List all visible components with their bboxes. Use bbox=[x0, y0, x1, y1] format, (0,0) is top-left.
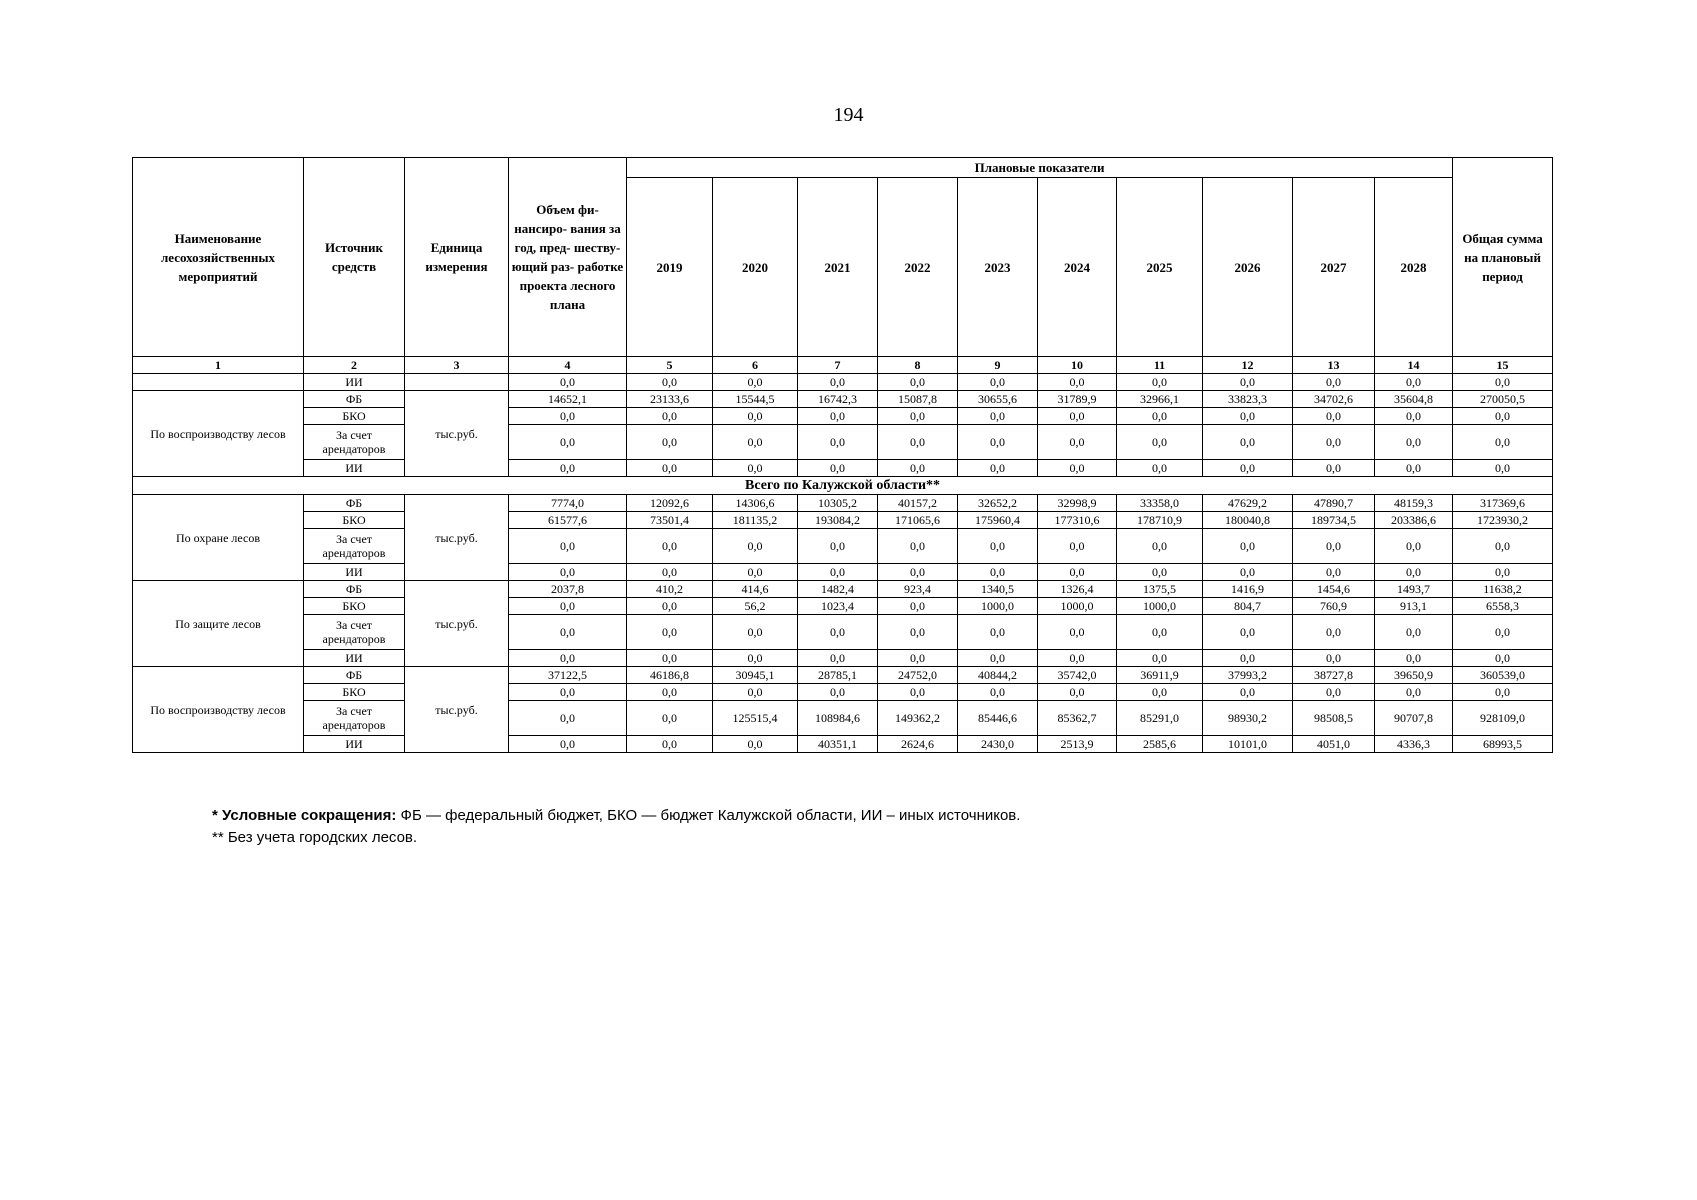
value-cell: 0,0 bbox=[1453, 529, 1553, 564]
value-cell: 0,0 bbox=[798, 650, 878, 667]
value-cell: 0,0 bbox=[509, 701, 627, 736]
header-year-2028: 2028 bbox=[1375, 178, 1453, 357]
value-cell: 56,2 bbox=[713, 598, 798, 615]
value-cell: 0,0 bbox=[1375, 564, 1453, 581]
header-year-2022: 2022 bbox=[878, 178, 958, 357]
value-cell: 40157,2 bbox=[878, 495, 958, 512]
value-cell: 0,0 bbox=[1453, 615, 1553, 650]
column-number: 6 bbox=[713, 357, 798, 374]
value-cell: 0,0 bbox=[627, 598, 713, 615]
value-cell: 270050,5 bbox=[1453, 391, 1553, 408]
value-cell: 0,0 bbox=[1203, 425, 1293, 460]
value-cell: 0,0 bbox=[1117, 425, 1203, 460]
table-row bbox=[133, 701, 1553, 736]
value-cell: 1023,4 bbox=[798, 598, 878, 615]
value-cell: 0,0 bbox=[1293, 615, 1375, 650]
value-cell: 0,0 bbox=[1203, 460, 1293, 477]
value-cell: 4336,3 bbox=[1375, 736, 1453, 753]
value-cell: 0,0 bbox=[958, 460, 1038, 477]
value-cell: 0,0 bbox=[509, 736, 627, 753]
value-cell: 193084,2 bbox=[798, 512, 878, 529]
value-cell: 98508,5 bbox=[1293, 701, 1375, 736]
value-cell: 0,0 bbox=[509, 564, 627, 581]
value-cell: 0,0 bbox=[1293, 425, 1375, 460]
column-number: 2 bbox=[304, 357, 405, 374]
value-cell: 0,0 bbox=[1203, 684, 1293, 701]
value-cell: 37122,5 bbox=[509, 667, 627, 684]
value-cell: 0,0 bbox=[1203, 529, 1293, 564]
source-cell: За счет арендаторов bbox=[304, 701, 405, 736]
value-cell: 0,0 bbox=[958, 684, 1038, 701]
header-year-2026: 2026 bbox=[1203, 178, 1293, 357]
value-cell: 414,6 bbox=[713, 581, 798, 598]
value-cell: 0,0 bbox=[509, 615, 627, 650]
value-cell: 0,0 bbox=[1293, 564, 1375, 581]
value-cell: 0,0 bbox=[1293, 684, 1375, 701]
value-cell: 0,0 bbox=[627, 564, 713, 581]
value-cell: 0,0 bbox=[878, 615, 958, 650]
value-cell: 0,0 bbox=[1117, 615, 1203, 650]
header-year-2023: 2023 bbox=[958, 178, 1038, 357]
unit-cell: тыс.руб. bbox=[405, 495, 509, 581]
column-number: 13 bbox=[1293, 357, 1375, 374]
value-cell: 16742,3 bbox=[798, 391, 878, 408]
table-row bbox=[133, 529, 1553, 564]
value-cell: 48159,3 bbox=[1375, 495, 1453, 512]
value-cell: 38727,8 bbox=[1293, 667, 1375, 684]
table-row bbox=[133, 374, 1553, 391]
value-cell: 0,0 bbox=[1375, 408, 1453, 425]
value-cell: 0,0 bbox=[798, 425, 878, 460]
value-cell: 0,0 bbox=[627, 425, 713, 460]
value-cell: 913,1 bbox=[1375, 598, 1453, 615]
column-number: 15 bbox=[1453, 357, 1553, 374]
value-cell: 0,0 bbox=[1453, 460, 1553, 477]
source-cell: ФБ bbox=[304, 581, 405, 598]
unit-cell: тыс.руб. bbox=[405, 667, 509, 753]
value-cell: 1482,4 bbox=[798, 581, 878, 598]
value-cell: 2624,6 bbox=[878, 736, 958, 753]
value-cell: 0,0 bbox=[798, 529, 878, 564]
value-cell: 0,0 bbox=[627, 374, 713, 391]
value-cell: 1000,0 bbox=[958, 598, 1038, 615]
value-cell: 0,0 bbox=[713, 564, 798, 581]
value-cell: 0,0 bbox=[1293, 408, 1375, 425]
value-cell: 360539,0 bbox=[1453, 667, 1553, 684]
value-cell: 14652,1 bbox=[509, 391, 627, 408]
value-cell: 1723930,2 bbox=[1453, 512, 1553, 529]
value-cell: 1000,0 bbox=[1038, 598, 1117, 615]
value-cell: 0,0 bbox=[878, 425, 958, 460]
value-cell: 180040,8 bbox=[1203, 512, 1293, 529]
value-cell: 171065,6 bbox=[878, 512, 958, 529]
table-row bbox=[133, 460, 1553, 477]
value-cell: 0,0 bbox=[1375, 460, 1453, 477]
value-cell: 0,0 bbox=[1038, 408, 1117, 425]
value-cell: 10305,2 bbox=[798, 495, 878, 512]
activity-name: По воспроизводству лесов bbox=[133, 391, 304, 477]
value-cell: 40844,2 bbox=[958, 667, 1038, 684]
value-cell: 0,0 bbox=[1453, 650, 1553, 667]
column-number: 7 bbox=[798, 357, 878, 374]
value-cell: 317369,6 bbox=[1453, 495, 1553, 512]
value-cell: 0,0 bbox=[1203, 408, 1293, 425]
table-row bbox=[133, 425, 1553, 460]
column-number: 11 bbox=[1117, 357, 1203, 374]
value-cell: 0,0 bbox=[1117, 408, 1203, 425]
value-cell: 125515,4 bbox=[713, 701, 798, 736]
value-cell: 36911,9 bbox=[1117, 667, 1203, 684]
value-cell: 0,0 bbox=[713, 529, 798, 564]
value-cell: 0,0 bbox=[1038, 564, 1117, 581]
value-cell: 15087,8 bbox=[878, 391, 958, 408]
header-activity: Наименование лесохозяйственных мероприятий bbox=[133, 158, 304, 357]
value-cell: 85291,0 bbox=[1117, 701, 1203, 736]
value-cell: 35742,0 bbox=[1038, 667, 1117, 684]
value-cell: 2513,9 bbox=[1038, 736, 1117, 753]
value-cell: 0,0 bbox=[878, 460, 958, 477]
value-cell: 0,0 bbox=[1293, 374, 1375, 391]
value-cell: 203386,6 bbox=[1375, 512, 1453, 529]
value-cell: 177310,6 bbox=[1038, 512, 1117, 529]
value-cell: 0,0 bbox=[713, 736, 798, 753]
value-cell: 47890,7 bbox=[1293, 495, 1375, 512]
value-cell: 0,0 bbox=[509, 598, 627, 615]
table-row bbox=[133, 684, 1553, 701]
value-cell: 0,0 bbox=[627, 650, 713, 667]
value-cell: 0,0 bbox=[1117, 684, 1203, 701]
header-year-2019: 2019 bbox=[627, 178, 713, 357]
value-cell: 928109,0 bbox=[1453, 701, 1553, 736]
value-cell: 0,0 bbox=[1038, 650, 1117, 667]
value-cell: 0,0 bbox=[878, 529, 958, 564]
value-cell: 0,0 bbox=[509, 460, 627, 477]
value-cell: 0,0 bbox=[509, 408, 627, 425]
unit-cell: тыс.руб. bbox=[405, 581, 509, 667]
value-cell: 11638,2 bbox=[1453, 581, 1553, 598]
header-prev-year-volume: Объем фи- нансиро- вания за год, пред- шеству- ющий раз- работке проекта лесного плана bbox=[509, 158, 627, 357]
value-cell: 0,0 bbox=[1453, 684, 1553, 701]
value-cell: 32966,1 bbox=[1117, 391, 1203, 408]
table-row bbox=[133, 408, 1553, 425]
value-cell: 0,0 bbox=[878, 408, 958, 425]
value-cell: 1340,5 bbox=[958, 581, 1038, 598]
value-cell: 0,0 bbox=[1293, 460, 1375, 477]
value-cell: 1454,6 bbox=[1293, 581, 1375, 598]
value-cell: 0,0 bbox=[1117, 564, 1203, 581]
value-cell: 0,0 bbox=[1453, 564, 1553, 581]
unit-cell bbox=[405, 374, 509, 391]
value-cell: 0,0 bbox=[627, 736, 713, 753]
value-cell: 12092,6 bbox=[627, 495, 713, 512]
value-cell: 0,0 bbox=[713, 460, 798, 477]
source-cell: За счет арендаторов bbox=[304, 615, 405, 650]
table-row bbox=[133, 650, 1553, 667]
value-cell: 2585,6 bbox=[1117, 736, 1203, 753]
source-cell: ФБ bbox=[304, 495, 405, 512]
value-cell: 32652,2 bbox=[958, 495, 1038, 512]
footnotes bbox=[212, 805, 1020, 849]
value-cell: 0,0 bbox=[713, 425, 798, 460]
source-cell: ИИ bbox=[304, 564, 405, 581]
value-cell: 0,0 bbox=[1375, 650, 1453, 667]
value-cell: 0,0 bbox=[1453, 425, 1553, 460]
value-cell: 1000,0 bbox=[1117, 598, 1203, 615]
source-cell: ИИ bbox=[304, 374, 405, 391]
value-cell: 61577,6 bbox=[509, 512, 627, 529]
value-cell: 37993,2 bbox=[1203, 667, 1293, 684]
value-cell: 108984,6 bbox=[798, 701, 878, 736]
value-cell: 4051,0 bbox=[1293, 736, 1375, 753]
footnote-abbreviations bbox=[212, 805, 1020, 827]
table-row bbox=[133, 495, 1553, 512]
value-cell: 47629,2 bbox=[1203, 495, 1293, 512]
source-cell: БКО bbox=[304, 598, 405, 615]
value-cell: 0,0 bbox=[958, 564, 1038, 581]
source-cell: ИИ bbox=[304, 460, 405, 477]
source-cell: За счет арендаторов bbox=[304, 425, 405, 460]
header-year-2021: 2021 bbox=[798, 178, 878, 357]
value-cell: 0,0 bbox=[713, 374, 798, 391]
value-cell: 1326,4 bbox=[1038, 581, 1117, 598]
value-cell: 0,0 bbox=[1038, 615, 1117, 650]
value-cell: 32998,9 bbox=[1038, 495, 1117, 512]
table-row bbox=[133, 512, 1553, 529]
value-cell: 34702,6 bbox=[1293, 391, 1375, 408]
source-cell: ИИ bbox=[304, 736, 405, 753]
value-cell: 31789,9 bbox=[1038, 391, 1117, 408]
value-cell: 804,7 bbox=[1203, 598, 1293, 615]
value-cell: 0,0 bbox=[509, 374, 627, 391]
value-cell: 0,0 bbox=[1293, 529, 1375, 564]
value-cell: 0,0 bbox=[1038, 374, 1117, 391]
forest-plan-table bbox=[132, 157, 1553, 753]
value-cell: 0,0 bbox=[1038, 460, 1117, 477]
value-cell: 30655,6 bbox=[958, 391, 1038, 408]
value-cell: 149362,2 bbox=[878, 701, 958, 736]
value-cell: 0,0 bbox=[509, 529, 627, 564]
source-cell: За счет арендаторов bbox=[304, 529, 405, 564]
value-cell: 0,0 bbox=[1203, 564, 1293, 581]
value-cell: 0,0 bbox=[798, 374, 878, 391]
table-row bbox=[133, 564, 1553, 581]
table-row bbox=[133, 667, 1553, 684]
value-cell: 0,0 bbox=[1038, 425, 1117, 460]
section-row bbox=[133, 477, 1553, 495]
value-cell: 0,0 bbox=[1203, 650, 1293, 667]
value-cell: 0,0 bbox=[1375, 615, 1453, 650]
value-cell: 15544,5 bbox=[713, 391, 798, 408]
table-row bbox=[133, 581, 1553, 598]
header-unit: Единица измерения bbox=[405, 158, 509, 357]
value-cell: 410,2 bbox=[627, 581, 713, 598]
value-cell: 0,0 bbox=[798, 564, 878, 581]
value-cell: 40351,1 bbox=[798, 736, 878, 753]
value-cell: 0,0 bbox=[1375, 529, 1453, 564]
value-cell: 14306,6 bbox=[713, 495, 798, 512]
value-cell: 0,0 bbox=[713, 650, 798, 667]
source-cell: БКО bbox=[304, 512, 405, 529]
value-cell: 23133,6 bbox=[627, 391, 713, 408]
value-cell: 10101,0 bbox=[1203, 736, 1293, 753]
value-cell: 0,0 bbox=[627, 684, 713, 701]
activity-cell bbox=[133, 374, 304, 391]
column-number: 1 bbox=[133, 357, 304, 374]
value-cell: 1375,5 bbox=[1117, 581, 1203, 598]
value-cell: 0,0 bbox=[798, 460, 878, 477]
activity-name: По воспроизводству лесов bbox=[133, 667, 304, 753]
value-cell: 2430,0 bbox=[958, 736, 1038, 753]
value-cell: 0,0 bbox=[1453, 408, 1553, 425]
value-cell: 7774,0 bbox=[509, 495, 627, 512]
value-cell: 0,0 bbox=[1117, 650, 1203, 667]
value-cell: 68993,5 bbox=[1453, 736, 1553, 753]
value-cell: 0,0 bbox=[627, 529, 713, 564]
value-cell: 98930,2 bbox=[1203, 701, 1293, 736]
value-cell: 0,0 bbox=[1203, 374, 1293, 391]
column-number: 8 bbox=[878, 357, 958, 374]
activity-name: По охране лесов bbox=[133, 495, 304, 581]
value-cell: 73501,4 bbox=[627, 512, 713, 529]
value-cell: 0,0 bbox=[1375, 374, 1453, 391]
value-cell: 0,0 bbox=[878, 564, 958, 581]
value-cell: 0,0 bbox=[1117, 374, 1203, 391]
value-cell: 0,0 bbox=[958, 408, 1038, 425]
header-planned-indicators: Плановые показатели bbox=[627, 158, 1453, 178]
value-cell: 35604,8 bbox=[1375, 391, 1453, 408]
value-cell: 28785,1 bbox=[798, 667, 878, 684]
value-cell: 39650,9 bbox=[1375, 667, 1453, 684]
value-cell: 0,0 bbox=[509, 650, 627, 667]
value-cell: 0,0 bbox=[1117, 460, 1203, 477]
value-cell: 2037,8 bbox=[509, 581, 627, 598]
value-cell: 0,0 bbox=[1203, 615, 1293, 650]
value-cell: 0,0 bbox=[1293, 650, 1375, 667]
source-cell: БКО bbox=[304, 684, 405, 701]
value-cell: 30945,1 bbox=[713, 667, 798, 684]
value-cell: 0,0 bbox=[627, 460, 713, 477]
column-number: 14 bbox=[1375, 357, 1453, 374]
activity-name: По защите лесов bbox=[133, 581, 304, 667]
page-number: 194 bbox=[833, 104, 864, 126]
value-cell: 178710,9 bbox=[1117, 512, 1203, 529]
table-row bbox=[133, 736, 1553, 753]
header-year-2027: 2027 bbox=[1293, 178, 1375, 357]
value-cell: 0,0 bbox=[1375, 684, 1453, 701]
value-cell: 0,0 bbox=[958, 374, 1038, 391]
source-cell: ФБ bbox=[304, 667, 405, 684]
value-cell: 0,0 bbox=[627, 408, 713, 425]
unit-cell: тыс.руб. bbox=[405, 391, 509, 477]
table-row bbox=[133, 391, 1553, 408]
column-number: 10 bbox=[1038, 357, 1117, 374]
source-cell: ФБ bbox=[304, 391, 405, 408]
value-cell: 0,0 bbox=[1038, 529, 1117, 564]
value-cell: 0,0 bbox=[878, 598, 958, 615]
column-number: 12 bbox=[1203, 357, 1293, 374]
column-number: 9 bbox=[958, 357, 1038, 374]
value-cell: 0,0 bbox=[878, 650, 958, 667]
value-cell: 24752,0 bbox=[878, 667, 958, 684]
value-cell: 0,0 bbox=[627, 701, 713, 736]
value-cell: 85362,7 bbox=[1038, 701, 1117, 736]
value-cell: 0,0 bbox=[1375, 425, 1453, 460]
value-cell: 33823,3 bbox=[1203, 391, 1293, 408]
value-cell: 923,4 bbox=[878, 581, 958, 598]
footnote-abbreviations-text: ФБ — федеральный бюджет, БКО — бюджет Калужской области, ИИ – иных источников. bbox=[396, 807, 1021, 824]
header-year-2025: 2025 bbox=[1117, 178, 1203, 357]
value-cell: 1493,7 bbox=[1375, 581, 1453, 598]
value-cell: 0,0 bbox=[509, 425, 627, 460]
column-number: 4 bbox=[509, 357, 627, 374]
value-cell: 0,0 bbox=[713, 684, 798, 701]
source-cell: ИИ bbox=[304, 650, 405, 667]
value-cell: 0,0 bbox=[627, 615, 713, 650]
value-cell: 0,0 bbox=[798, 408, 878, 425]
value-cell: 0,0 bbox=[1453, 374, 1553, 391]
value-cell: 189734,5 bbox=[1293, 512, 1375, 529]
value-cell: 90707,8 bbox=[1375, 701, 1453, 736]
value-cell: 33358,0 bbox=[1117, 495, 1203, 512]
section-title: Всего по Калужской области** bbox=[133, 477, 1553, 495]
value-cell: 0,0 bbox=[958, 529, 1038, 564]
header-total: Общая сумма на плановый период bbox=[1453, 158, 1553, 357]
value-cell: 1416,9 bbox=[1203, 581, 1293, 598]
value-cell: 0,0 bbox=[958, 615, 1038, 650]
value-cell: 0,0 bbox=[1117, 529, 1203, 564]
value-cell: 0,0 bbox=[713, 615, 798, 650]
value-cell: 760,9 bbox=[1293, 598, 1375, 615]
value-cell: 0,0 bbox=[798, 684, 878, 701]
value-cell: 0,0 bbox=[713, 408, 798, 425]
value-cell: 0,0 bbox=[1038, 684, 1117, 701]
value-cell: 0,0 bbox=[878, 684, 958, 701]
source-cell: БКО bbox=[304, 408, 405, 425]
table-row bbox=[133, 615, 1553, 650]
value-cell: 175960,4 bbox=[958, 512, 1038, 529]
value-cell: 0,0 bbox=[958, 425, 1038, 460]
table-row bbox=[133, 598, 1553, 615]
value-cell: 181135,2 bbox=[713, 512, 798, 529]
footnote-city-forests: ** Без учета городских лесов. bbox=[212, 829, 418, 846]
value-cell: 6558,3 bbox=[1453, 598, 1553, 615]
header-year-2020: 2020 bbox=[713, 178, 798, 357]
value-cell: 0,0 bbox=[798, 615, 878, 650]
value-cell: 0,0 bbox=[878, 374, 958, 391]
column-number: 5 bbox=[627, 357, 713, 374]
footnote-abbreviations-label: * Условные сокращения: bbox=[212, 807, 397, 824]
header-year-2024: 2024 bbox=[1038, 178, 1117, 357]
value-cell: 0,0 bbox=[509, 684, 627, 701]
value-cell: 85446,6 bbox=[958, 701, 1038, 736]
column-number: 3 bbox=[405, 357, 509, 374]
header-source: Источник средств bbox=[304, 158, 405, 357]
value-cell: 0,0 bbox=[958, 650, 1038, 667]
value-cell: 46186,8 bbox=[627, 667, 713, 684]
